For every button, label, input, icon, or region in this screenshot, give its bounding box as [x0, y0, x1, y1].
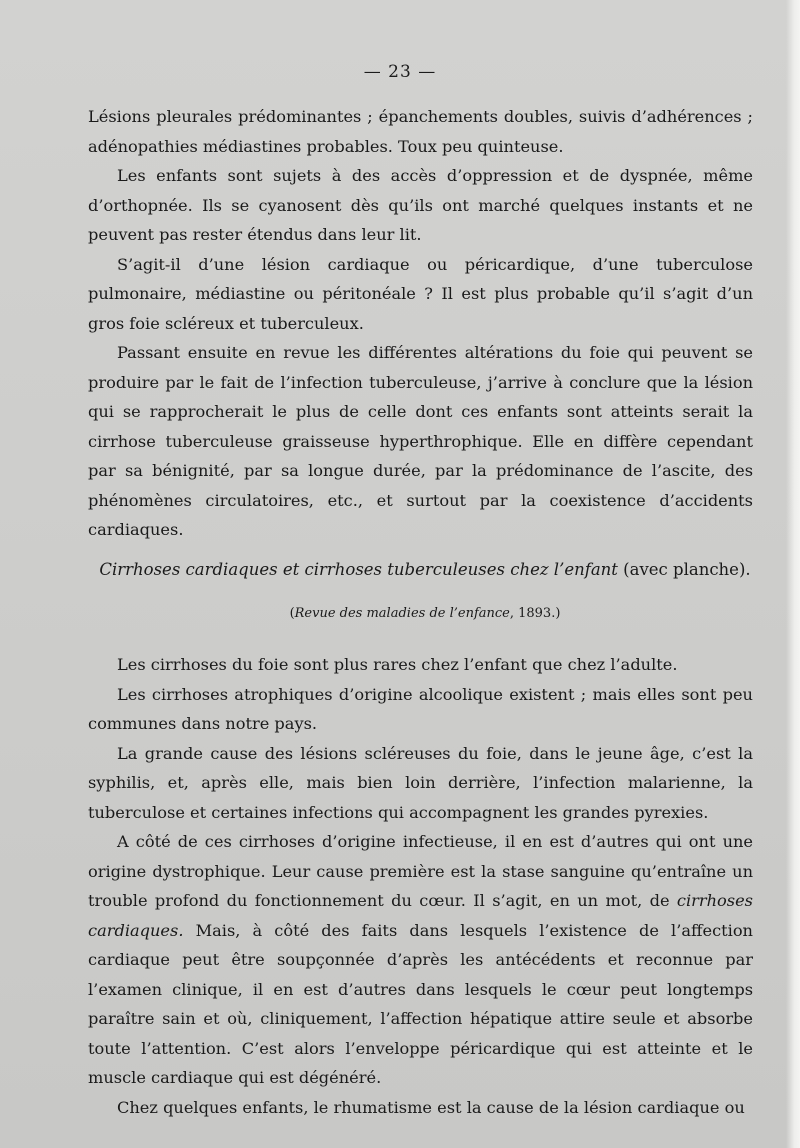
paragraph: Les enfants sont sujets à des accès d’oppression et de dyspnée, même d’orthopnée. Ils se cyanosent dès qu’ils ont marché quelques instants et ne peuvent pas rester étendus dans leur lit.	[88, 166, 753, 244]
paragraph: La grande cause des lésions scléreuses du foie, dans le jeune âge, c’est la syphilis, et, après elle, mais bien loin derrière, l’infection malarienne, la tuberculose et certaines infections qui accompagnent les grandes pyrexies.	[88, 743, 753, 822]
paragraph	[88, 827, 753, 1093]
section-title-rest: (avec planche).	[617, 560, 751, 579]
section-title	[0, 560, 800, 579]
text-block-bottom	[88, 650, 753, 1122]
paragraph-part: A côté de ces cirrhoses d’origine infectieuse, il en est d’autres qui ont une origine dystrophique. Leur cause première est la stase sanguine qu’entraîne un trouble profond du fonctionnement du cœur. Il s’agit, en un mot, de	[88, 832, 753, 910]
paragraph: Les cirrhoses atrophiques d’origine alcoolique existent ; mais elles sont peu communes dans notre pays.	[88, 684, 753, 733]
paragraph: Lésions pleurales prédominantes ; épanchements doubles, suivis d’adhérences ; adénopathies médiastines probables. Toux peu quinteuse.	[88, 107, 753, 156]
source-open: (	[289, 606, 295, 621]
source-year: , 1893.)	[509, 606, 561, 621]
paragraph: Les cirrhoses du foie sont plus rares chez l’enfant que chez l’adulte.	[117, 655, 678, 674]
text-block-top	[88, 102, 753, 545]
paragraph: Chez quelques enfants, le rhumatisme est la cause de la lésion cardiaque ou	[117, 1097, 745, 1117]
source-journal: Revue des maladies de l’enfance	[294, 606, 510, 621]
paragraph: Passant ensuite en revue les différentes altérations du foie qui peuvent se produire par le fait de l’infection tuberculeuse, j’arrive à conclure que la lésion qui se rapprocherait le plus de celle dont ces enfants sont atteints serait la cirrhose tuberculeuse graisseuse hyperthrophique. Elle en diffère cependant par sa bénignité, par sa longue durée, par la prédominance de l’ascite, des phénomènes circulatoires, etc., et surtout par la coexistence d’accidents cardiaques.	[88, 343, 753, 539]
paragraph-italic: cirrhoses cardiaques.	[88, 891, 753, 940]
paragraph: S’agit-il d’une lésion cardiaque ou péricardique, d’une tuberculose pulmonaire, médiastine ou péritonéale ? Il est plus probable qu’il s’agit d’un gros foie scléreux et tuberculeux.	[88, 254, 753, 333]
section-source	[0, 606, 800, 621]
page-number: — 23 —	[363, 62, 437, 82]
paragraph-part: Mais, à côté des faits dans lesquels l’existence de l’affection cardiaque peut être soupçonnée d’après les antécédents et reconnue par l’examen clinique, il en est d’autres dans lesquels le cœur peut longtemps paraître sain et où, cliniquement, l’affection hépatique attire seule et absorbe toute l’attention. C’est alors l’enveloppe péricardique qui est atteinte et le muscle cardiaque qui est dégénéré.	[88, 920, 753, 1087]
section-title-italic: Cirrhoses cardiaques et cirrhoses tuberculeuses chez l’enfant	[99, 560, 618, 579]
